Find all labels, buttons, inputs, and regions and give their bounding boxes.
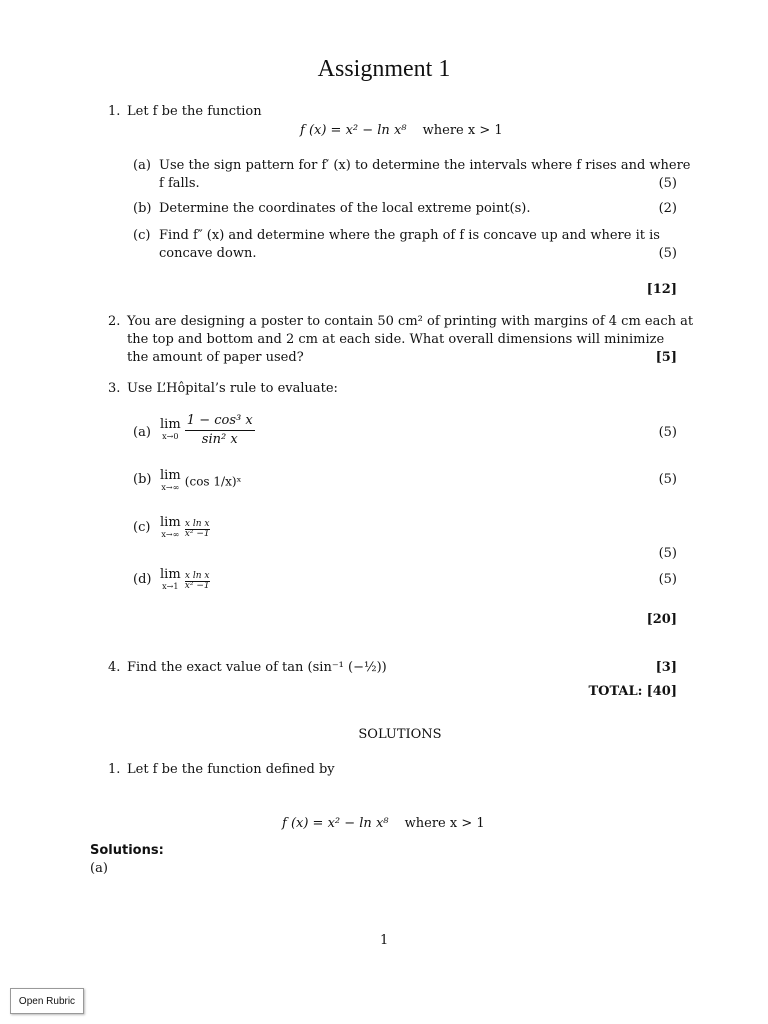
q1a-marks: (5) xyxy=(658,176,677,191)
q4-marks: [3] xyxy=(655,660,677,675)
q3c-fraction xyxy=(185,520,210,539)
q2-marks: [5] xyxy=(655,350,677,365)
q3b-lim-word: lim xyxy=(160,468,181,483)
q2-line2: the top and bottom and 2 cm at each side. What overall dimensions will minimize xyxy=(127,332,665,347)
q3c-lim xyxy=(160,517,181,541)
q2-line3: the amount of paper used? xyxy=(127,350,304,365)
q3a-lim-under: x→0 xyxy=(162,431,179,441)
q3a-denominator: sin² x xyxy=(201,432,238,447)
q3c-label: (c) xyxy=(133,520,151,535)
q3a-numerator: 1 − cos³ x xyxy=(185,412,255,431)
q1b-text: Determine the coordinates of the local extreme point(s). xyxy=(159,201,531,216)
q1-formula: f (x) = x² − ln x⁸ xyxy=(300,123,407,138)
grand-total-value: [40] xyxy=(646,684,677,699)
q3d-lim-word: lim xyxy=(160,567,181,582)
grand-total-label: TOTAL: xyxy=(588,684,643,699)
q3c-denominator: x² −1 xyxy=(184,528,210,539)
q3c-marks: (5) xyxy=(658,546,677,561)
q3d-marks: (5) xyxy=(658,572,677,587)
q1-number: 1. xyxy=(108,104,121,119)
q1c-text-line2: concave down. xyxy=(159,246,257,261)
q4-number: 4. xyxy=(108,660,121,675)
q3d-fraction xyxy=(185,572,210,591)
q1c-marks: (5) xyxy=(658,246,677,261)
sol1-formula-row xyxy=(282,815,485,833)
q1-formula-row xyxy=(300,122,503,140)
q3c-lim-under: x→∞ xyxy=(161,530,180,539)
q1a-label: (a) xyxy=(133,158,151,173)
q3a-fraction xyxy=(185,412,255,449)
q3d-denominator: x² −1 xyxy=(184,580,210,591)
q3d-expression xyxy=(160,569,210,593)
q3d-lim-under: x→1 xyxy=(162,582,179,591)
q3d-numerator: x ln x xyxy=(184,570,210,581)
solution-part-a: (a) xyxy=(90,861,108,876)
q1c-text-line1: Find f″ (x) and determine where the graph of f is concave up and where it is xyxy=(159,228,660,243)
q3-number: 3. xyxy=(108,381,121,396)
q3a-label: (a) xyxy=(133,425,151,440)
q1a-text-line1: Use the sign pattern for f′ (x) to determine the intervals where f rises and where xyxy=(159,158,691,173)
q3a-lim-word: lim xyxy=(160,416,181,432)
q3b-expr: (cos 1/x)ˣ xyxy=(184,474,242,489)
q1-total: [12] xyxy=(646,282,677,297)
q2-line1: You are designing a poster to contain 50 cm² of printing with margins of 4 cm each at xyxy=(127,314,694,329)
sol1-formula: f (x) = x² − ln x⁸ xyxy=(282,816,389,831)
page-number: 1 xyxy=(380,933,389,948)
solutions-label: Solutions: xyxy=(90,843,164,858)
q3b-marks: (5) xyxy=(658,472,677,487)
q4-text: Find the exact value of tan (sin⁻¹ (−½)) xyxy=(127,660,387,675)
q3b-label: (b) xyxy=(133,472,152,487)
q1c-label: (c) xyxy=(133,228,151,243)
q3c-numerator: x ln x xyxy=(184,518,210,529)
q3-total: [20] xyxy=(646,612,677,627)
solutions-heading: SOLUTIONS xyxy=(358,727,442,742)
q3a-expression xyxy=(160,412,255,449)
q3b-lim xyxy=(160,470,181,494)
q3d-lim xyxy=(160,569,181,593)
q1-where: where x > 1 xyxy=(422,123,503,138)
sol1-number: 1. xyxy=(108,762,121,777)
q1a-text-line2: f falls. xyxy=(159,176,200,191)
q3b-expression xyxy=(160,470,242,494)
q3a-marks: (5) xyxy=(658,425,677,440)
q3b-lim-under: x→∞ xyxy=(161,483,180,492)
q3c-expression xyxy=(160,517,210,541)
q3c-lim-word: lim xyxy=(160,515,181,530)
q2-number: 2. xyxy=(108,314,121,329)
q1b-marks: (2) xyxy=(658,201,677,216)
open-rubric-button[interactable]: Open Rubric xyxy=(10,988,84,1014)
sol1-where: where x > 1 xyxy=(404,816,485,831)
sol1-intro: Let f be the function defined by xyxy=(127,762,335,777)
grand-total xyxy=(588,683,677,701)
q1b-label: (b) xyxy=(133,201,152,216)
page-title: Assignment 1 xyxy=(317,56,451,82)
q1-intro: Let f be the function xyxy=(127,104,262,119)
q3d-label: (d) xyxy=(133,572,152,587)
q3-intro: Use L’Hôpital’s rule to evaluate: xyxy=(127,381,338,396)
q3a-lim xyxy=(160,416,181,443)
